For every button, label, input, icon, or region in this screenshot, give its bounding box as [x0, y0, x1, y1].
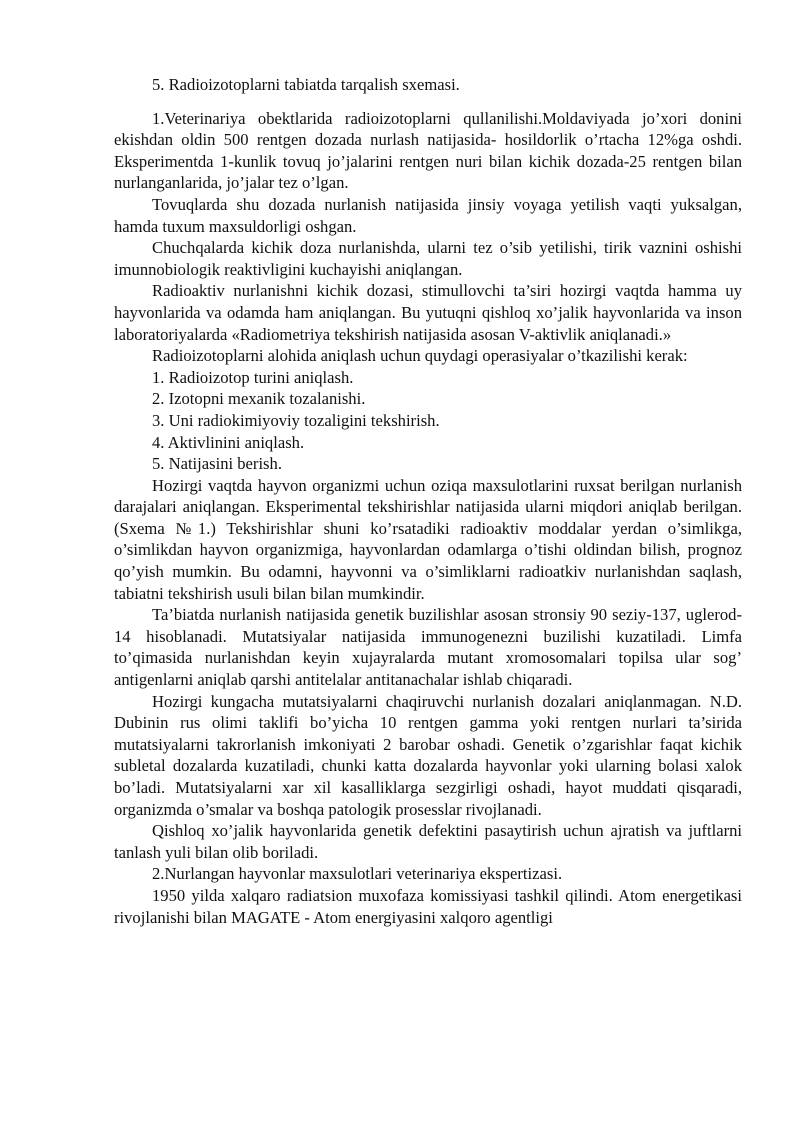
list-item: 3. Uni radiokimiyoviy tozaligini tekshirish. — [152, 410, 440, 430]
paragraph-genetic-defect: Qishloq xo’jalik hayvonlarida genetik defektini pasaytirish uchun ajratish va juftlarni tanlash yuli bilan olib boriladi. — [114, 821, 742, 862]
paragraph-chickens: Tovuqlarda shu dozada nurlanish natijasida jinsiy voyaga yetilish vaqti yuksalgan, hamda tuxum maxsuldorligi oshgan. — [114, 194, 742, 236]
list-item: 5. Natijasini berish. — [152, 454, 282, 474]
paragraph-pigs: Chuchqalarda kichik doza nurlanishda, ularni tez o’sib yetilishi, tirik vaznini oshishi imunnobiologik reaktivligini kuchayishi aniqlangan. — [114, 238, 742, 279]
list-item: 1. Radioizotop turini aniqlash. — [152, 367, 354, 387]
paragraph-veterinary-use: 1.Veterinariya obektlarida radioizotoplarni qullanilishi.Moldaviyada jo’xori donini ekishdan oldin 500 rentgen dozada nurlash natijasida- hosildorlik o’rtacha 12%ga oshdi. Eksperimentda 1-kunlik tovuq jo’jalarini rentgen nuri bilan kichik dozada-25 rentgen bilan nurlanganlarida, jo’jalar tez o’lgan. — [114, 108, 742, 193]
paragraph-small-dose: Radioaktiv nurlanishni kichik dozasi, stimullovchi ta’siri hozirgi vaqtda hamma uy hayvonlarida va odamda ham aniqlangan. Bu yutuqni qishloq xo’jalik hayvonlarida va inson laboratoriyalarda «Radiometriya tekshirish natijasida asosan V-aktivlik aniqlanadi.» — [114, 281, 742, 344]
document-page — [114, 74, 742, 928]
subsection-heading: 2.Nurlangan hayvonlar maxsulotlari veterinariya ekspertizasi. — [152, 864, 563, 884]
paragraph-operations-intro: Radioizotoplarni alohida aniqlash uchun quydagi operasiyalar o’tkazilishi kerak: — [152, 346, 688, 366]
list-item: 4. Aktivlinini aniqlash. — [152, 432, 305, 452]
section-heading: 5. Radioizotoplarni tabiatda tarqalish sxemasi. — [152, 75, 460, 94]
list-item: 2. Izotopni mexanik tozalanishi. — [152, 389, 366, 409]
paragraph-permitted-levels: Hozirgi vaqtda hayvon organizmi uchun oziqa maxsulotlarini ruxsat berilgan nurlanish darajalari aniqlangan. Eksperimental tekshirishlar natijasida ularni miqdori aniqlab berilgan. (Sxema №1.) Tekshirishlar shuni ko’rsatadiki radioaktiv moddalar yerdan o’simlikga, o’simlikdan hayvon organizmiga, hayvonlardan odamlarga o’tishi oldindan bilish, prognoz qo’yish mumkin. Bu odamni, hayvonni va o’simliklarni radioatkiv nurlanishdan saqlash, tabiatni tekshirish usuli bilan bilan mumkindir. — [114, 475, 742, 603]
paragraph-icrp: 1950 yilda xalqaro radiatsion muxofaza komissiyasi tashkil qilindi. Atom energetikasi rivojlanishi bilan MAGATE - Atom energiyasini xalqoro agentligi — [114, 885, 742, 927]
paragraph-mutation-doses: Hozirgi kungacha mutatsiyalarni chaqiruvchi nurlanish dozalari aniqlanmagan. N.D. Dubinin rus olimi taklifi bo’yicha 10 rentgen gamma yoki rentgen nurlari ta’sirida mutatsiyalarni takrorlanish imkoniyati 2 barobar oshadi. Genetik o’zgarishlar faqat kichik subletal dozalarda kuzatiladi, chunki katta dozalarda hayvonlar yoki ularning bolasi xalok bo’ladi. Mutatsiyalarni xar xil kasalliklarga sezgirligi oshadi, hayot muddati qisqaradi, organizmda o’smalar va boshqa patologik prosesslar rivojlanadi. — [114, 691, 742, 819]
paragraph-genetic-damage: Ta’biatda nurlanish natijasida genetik buzilishlar asosan stronsiy 90 seziy-137, uglerod-14 hisoblanadi. Mutatsiyalar natijasida immunogenezni buzilishi kuzatiladi. Limfa to’qimasida nurlanishdan keyin xujayralarda mutant xromosomalari topilsa ular sog’ antigenlarni aniqlab qarshi antitelalar antitanachalar ishlab chiqaradi. — [114, 605, 742, 690]
